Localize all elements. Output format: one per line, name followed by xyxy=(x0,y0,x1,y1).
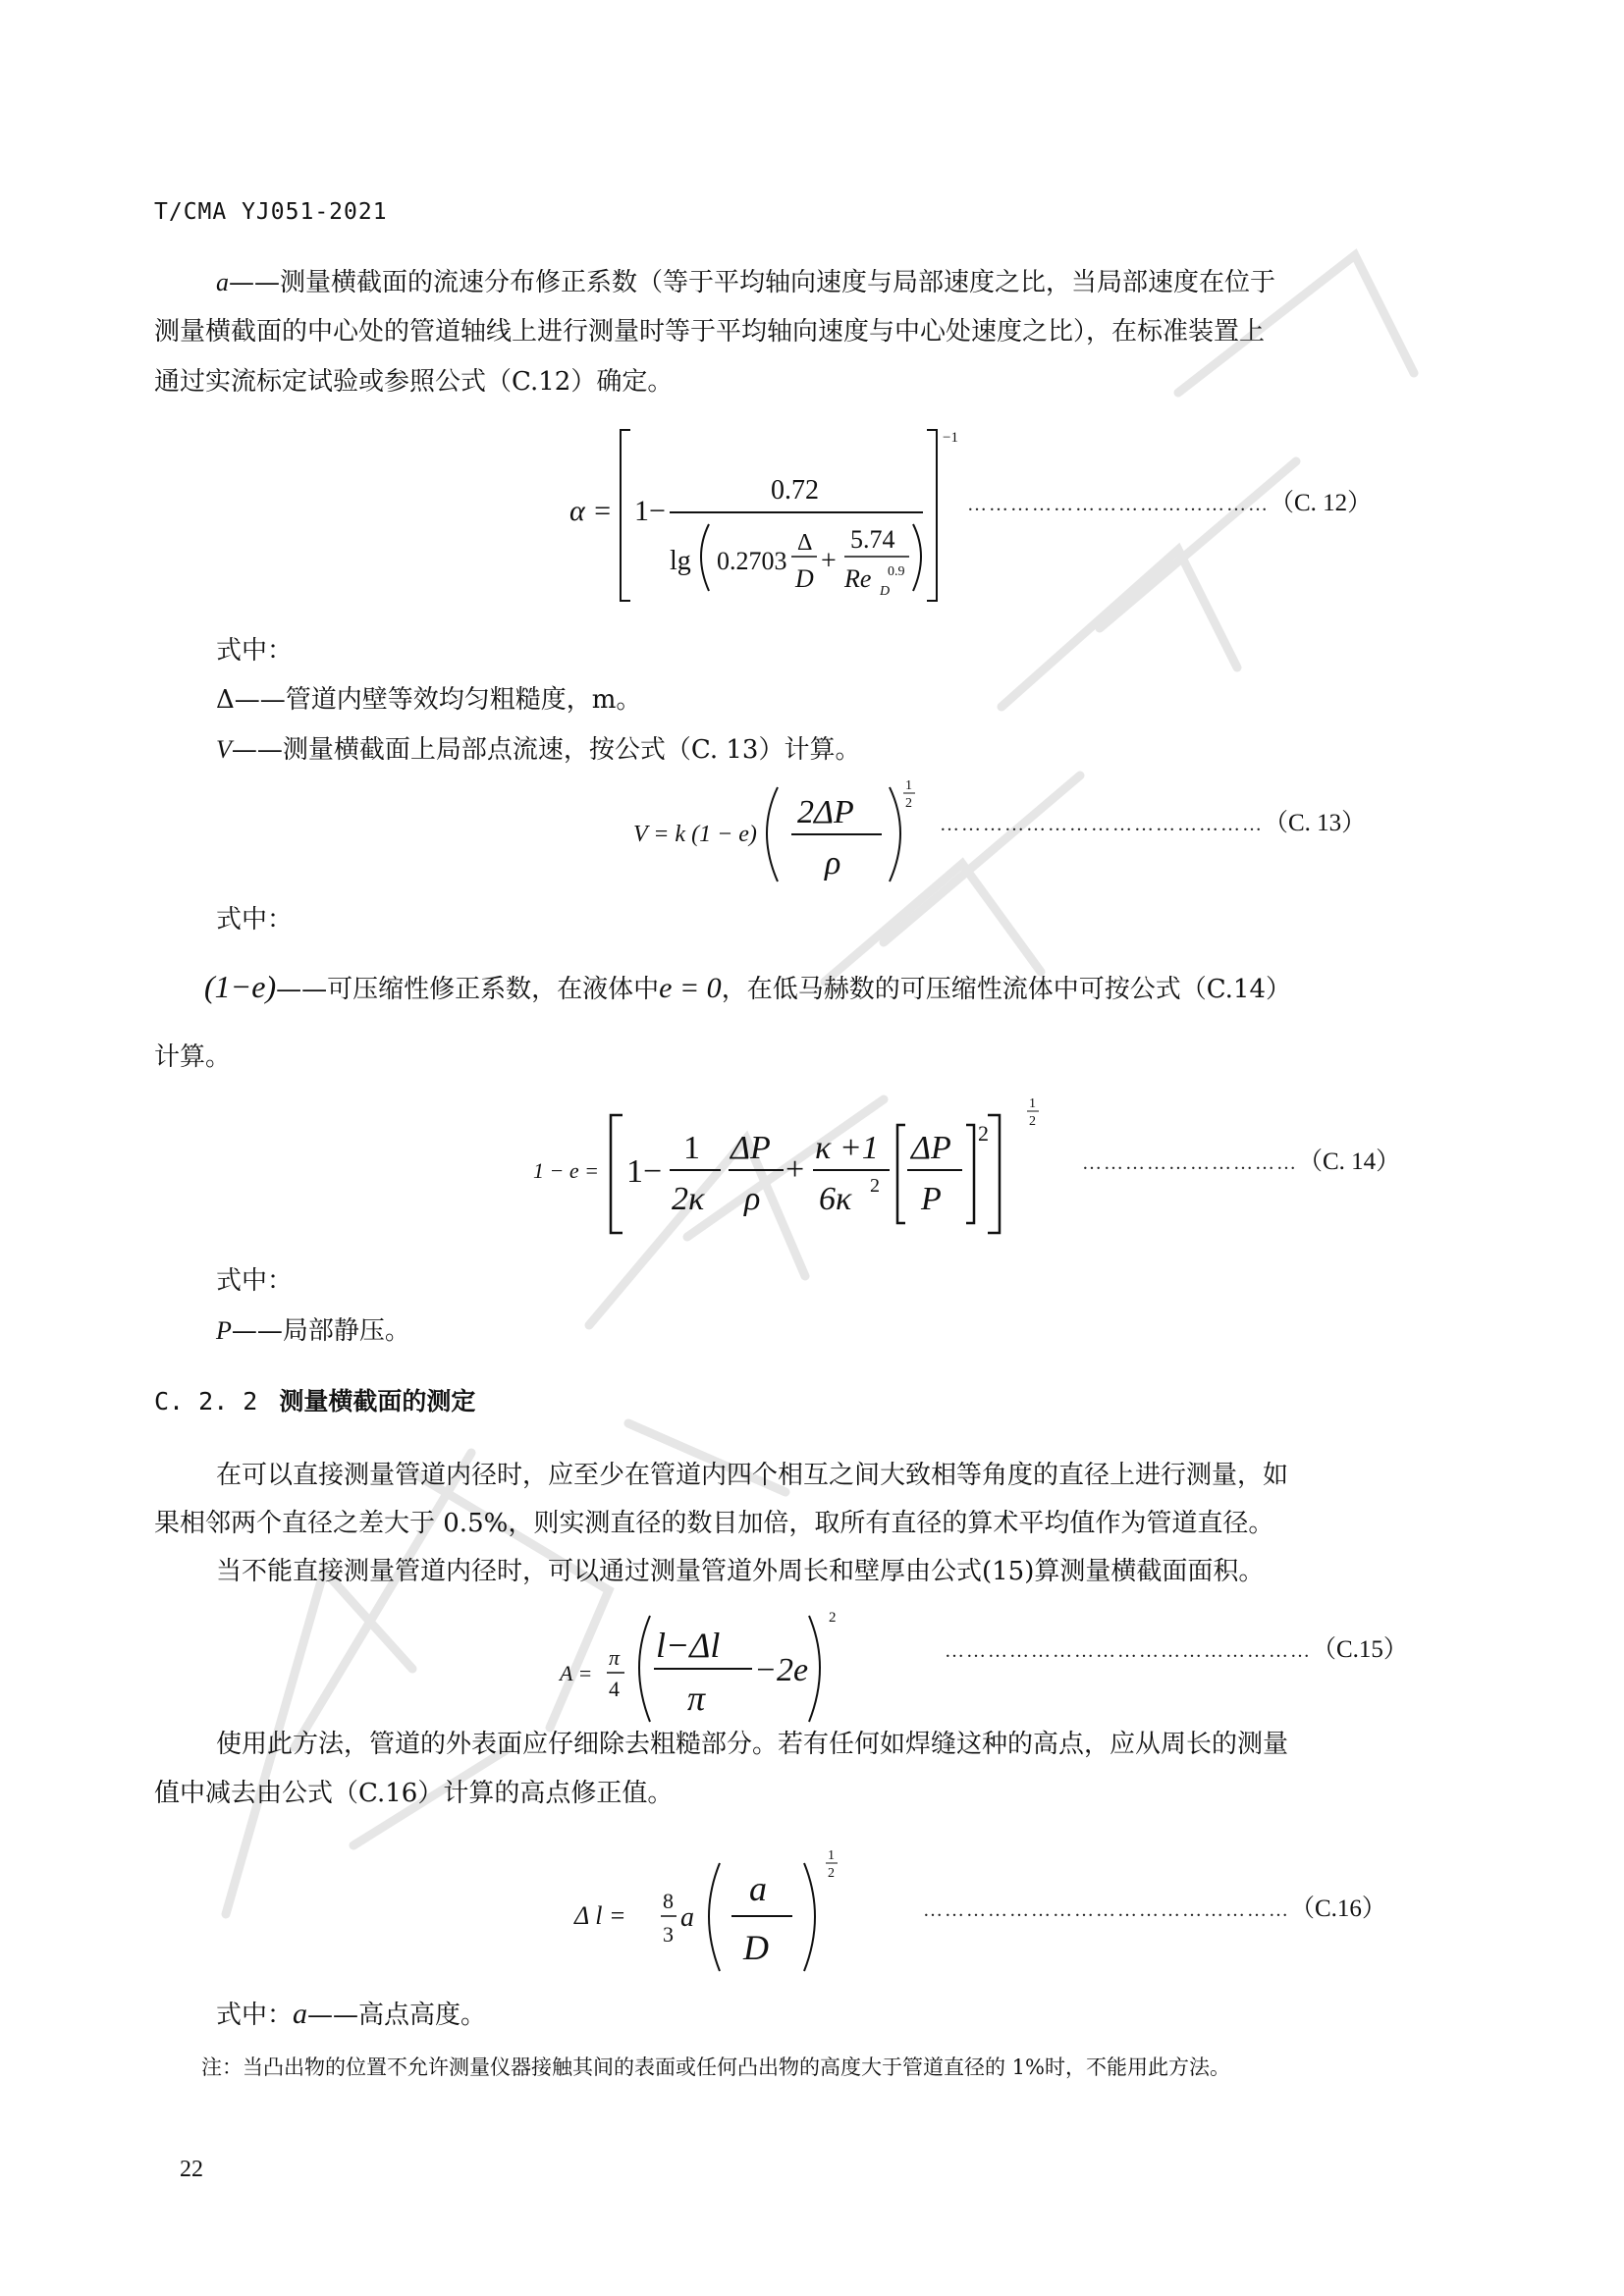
eq-c12-re-sub: D xyxy=(880,584,891,599)
eq-c12-re: Re xyxy=(844,564,872,593)
eq-c15-four: 4 xyxy=(609,1677,620,1701)
eq-c13-numerator: 2ΔP xyxy=(797,794,854,830)
eq-c14-d4: P xyxy=(921,1181,942,1217)
where-label-1: 式中： xyxy=(216,636,294,666)
where-label-3: 式中： xyxy=(216,1266,294,1296)
document-code: T/CMA YJ051-2021 xyxy=(154,199,388,225)
eq-c16-number: （C.16） xyxy=(1290,1896,1386,1922)
eq-c14-leader: ………………………… xyxy=(1082,1152,1298,1174)
alpha-def-line-3: 通过实流标定试验或参照公式（C.12）确定。 xyxy=(154,367,674,397)
def-delta xyxy=(216,675,641,725)
alpha-def-line-1 xyxy=(216,257,1275,308)
e-cond: e = 0 xyxy=(659,972,722,1004)
eq-c14-number-row xyxy=(1082,1142,1400,1177)
eq-c14-n4: ΔP xyxy=(911,1130,951,1166)
eq-c14-exp-num: 1 xyxy=(1029,1096,1036,1111)
eq-c12-number: （C. 12） xyxy=(1270,490,1373,516)
eq-c14-plus: + xyxy=(785,1151,805,1188)
eq-c14-d3-sup: 2 xyxy=(870,1175,880,1197)
where-label-2: 式中： xyxy=(216,905,294,934)
eq-c15-denominator: π xyxy=(687,1679,706,1718)
def-V xyxy=(216,724,860,775)
eq-c12-leader: …………………………………… xyxy=(967,494,1270,515)
eq-c15-numerator: l−Δl xyxy=(656,1626,721,1665)
eq-c16-numerator: a xyxy=(749,1869,767,1908)
eq-c14-n2: ΔP xyxy=(731,1130,771,1166)
eq-c14-d3: 6κ xyxy=(819,1181,852,1217)
where-4-label: 式中： xyxy=(216,2001,294,2030)
eq-c15-leader: …………………………………………… xyxy=(945,1640,1312,1662)
equation-c16 xyxy=(574,1845,859,1973)
measure-line-1: 在可以直接测量管道内径时，应至少在管道内四个相互之间大致相等角度的直径上进行测量，如 xyxy=(216,1461,1289,1490)
eq-c16-lhs: Δ l = xyxy=(574,1901,626,1930)
e-text-b: ，在低马赫数的可压缩性流体中可按公式（C.14） xyxy=(721,975,1292,1004)
eq-c15-number-row xyxy=(945,1629,1408,1665)
eq-c16-exp-den: 2 xyxy=(828,1866,835,1881)
eq-c13-number-row xyxy=(940,803,1366,838)
delta-text: ——管道内壁等效均匀粗糙度，m。 xyxy=(234,685,642,715)
eq-c16-number-row xyxy=(923,1889,1386,1924)
equation-c15 xyxy=(560,1602,844,1730)
P-text: ——局部静压。 xyxy=(231,1316,410,1346)
eq-c15-number: （C.15） xyxy=(1312,1636,1408,1663)
eq-c12-lg: lg xyxy=(670,546,691,576)
eq-c12-one: 1− xyxy=(634,495,666,527)
eq-c16-n: 8 xyxy=(663,1889,674,1913)
eq-c13-exp-num: 1 xyxy=(905,778,912,793)
eq-c14-n3: κ +1 xyxy=(815,1130,879,1166)
section-number: C. 2. 2 xyxy=(154,1387,258,1415)
eq-c14-d2: ρ xyxy=(744,1181,761,1217)
e-symbol: (1−e) xyxy=(204,969,277,1004)
eq-c12-num2: 5.74 xyxy=(850,525,895,554)
def-e-line-2: 计算。 xyxy=(154,1042,232,1072)
a-symbol: a xyxy=(293,1998,308,2030)
eq-c12-const: 0.2703 xyxy=(717,547,787,575)
alpha-def-line-2: 测量横截面的中心处的管道轴线上进行测量时等于平均轴向速度与中心处速度之比），在标准装置上 xyxy=(154,317,1266,347)
alpha-symbol: a xyxy=(216,268,229,296)
eq-c12-lhs: α = xyxy=(569,495,613,527)
eq-c16-a: a xyxy=(680,1902,694,1933)
where-label-4 xyxy=(216,1989,486,2041)
eq-c12-numerator: 0.72 xyxy=(771,475,819,506)
eq-c15-lhs: A = xyxy=(560,1661,593,1685)
eq-c14-n1: 1 xyxy=(683,1130,700,1166)
eq-c13-exp-den: 2 xyxy=(905,796,912,811)
measure-line-2: 果相邻两个直径之差大于 0.5%，则实测直径的数目加倍，取所有直径的算术平均值作为管道直径。 xyxy=(154,1509,1274,1538)
note: 注：当凸出物的位置不允许测量仪器接触其间的表面或任何凸出物的高度大于管道直径的 1%时，不能用此方法。 xyxy=(201,2056,1230,2079)
equation-c14 xyxy=(528,1090,1049,1237)
section-title: 测量横截面的测定 xyxy=(279,1388,476,1415)
def-e xyxy=(204,962,1291,1015)
eq-c14-number: （C. 14） xyxy=(1298,1148,1401,1175)
eq-c12-outer-exp: −1 xyxy=(943,430,958,446)
P-symbol: P xyxy=(216,1316,232,1345)
eq-c16-leader: …………………………………………… xyxy=(923,1899,1290,1921)
a-text: ——高点高度。 xyxy=(307,2001,487,2030)
eq-c13-number: （C. 13） xyxy=(1264,810,1367,836)
eq-c14-exp-den: 2 xyxy=(1029,1114,1036,1129)
eq-c12-re-sup: 0.9 xyxy=(888,564,905,579)
measure-line-3: 当不能直接测量管道内径时，可以通过测量管道外周长和壁厚由公式(15)算测量横截面面积。 xyxy=(216,1557,1265,1586)
eq-c16-exp-num: 1 xyxy=(828,1848,835,1863)
eq-c15-pi: π xyxy=(609,1645,621,1670)
alpha-def-text-1: ——测量横截面的流速分布修正系数（等于平均轴向速度与局部速度之比，当局部速度在位于 xyxy=(229,268,1276,297)
eq-c15-exp: 2 xyxy=(829,1610,837,1626)
def-P xyxy=(216,1306,410,1357)
e-text-a: ——可压缩性修正系数，在液体中 xyxy=(276,975,660,1004)
eq-c13-denominator: ρ xyxy=(825,845,841,881)
eq-c12-delta: Δ xyxy=(797,530,813,556)
delta-symbol: Δ xyxy=(216,685,235,715)
eq-c16-d: 3 xyxy=(663,1922,674,1947)
V-symbol: V xyxy=(216,735,232,764)
eq-c13-lhs: V = k (1 − e) xyxy=(633,822,757,847)
eq-c13-leader: ……………………………………… xyxy=(940,814,1264,835)
method-line-2: 值中减去由公式（C.16）计算的高点修正值。 xyxy=(154,1779,674,1808)
eq-c16-denominator: D xyxy=(743,1928,769,1967)
eq-c14-lhs: 1 − e = xyxy=(533,1158,599,1183)
equation-c12 xyxy=(550,422,1021,609)
eq-c12-number-row xyxy=(967,483,1372,518)
eq-c14-one: 1− xyxy=(626,1153,663,1190)
section-heading xyxy=(154,1382,475,1417)
eq-c14-inner-exp: 2 xyxy=(978,1121,989,1146)
V-text: ——测量横截面上局部点流速，按公式（C. 13）计算。 xyxy=(231,735,861,765)
page-number: 22 xyxy=(180,2157,203,2182)
method-line-1: 使用此方法，管道的外表面应仔细除去粗糙部分。若有任何如焊缝这种的高点，应从周长的测量 xyxy=(216,1730,1289,1759)
eq-c15-minus: −2e xyxy=(754,1652,809,1688)
eq-c12-D: D xyxy=(795,564,814,593)
eq-c12-plus: + xyxy=(821,546,837,576)
eq-c14-d1: 2κ xyxy=(672,1181,705,1217)
equation-c13 xyxy=(628,775,933,893)
